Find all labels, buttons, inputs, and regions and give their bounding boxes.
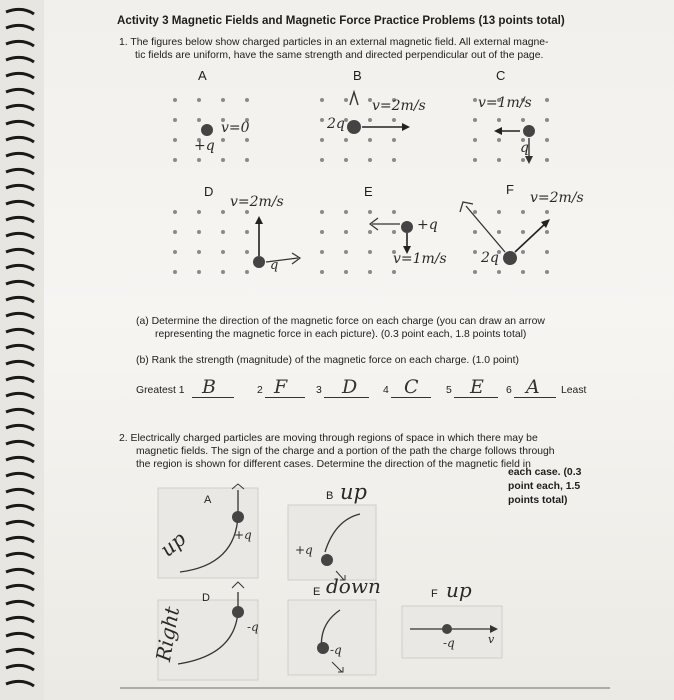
field-dot	[545, 230, 549, 234]
field-dot	[545, 210, 549, 214]
q1-label-a: A	[198, 68, 207, 83]
rank-number-3: 3	[316, 385, 322, 396]
q2-f-velocity-label: v	[488, 633, 495, 646]
field-dot	[521, 210, 525, 214]
field-dot	[473, 98, 477, 102]
field-dot	[392, 158, 396, 162]
q1-d-charge-label: q	[270, 258, 279, 273]
rank-answer-3: D	[342, 376, 358, 398]
q1-f-velocity: v=2m/s	[530, 190, 584, 206]
field-dot	[368, 118, 372, 122]
rank-number-4: 4	[383, 385, 389, 396]
field-dot	[221, 270, 225, 274]
q2-a-answer: up	[155, 526, 191, 562]
notebook-spiral	[0, 0, 44, 700]
field-dot	[521, 118, 525, 122]
field-dot	[473, 210, 477, 214]
q1-e-force-arrow	[370, 218, 400, 230]
q2-text-line1: 2. Electrically charged particles are moving through regions of space in which there may be	[119, 433, 538, 444]
field-dot	[368, 158, 372, 162]
field-dot	[497, 230, 501, 234]
q1-c-velocity: v=1m/s	[478, 95, 532, 111]
q1-f-charge-label: 2q	[481, 250, 499, 266]
field-dot	[497, 158, 501, 162]
field-dot	[173, 230, 177, 234]
q2-d-charge-label: -q	[247, 620, 259, 634]
field-dot	[392, 270, 396, 274]
field-dot	[245, 270, 249, 274]
field-dot	[497, 138, 501, 142]
q2-b-charge-label: +q	[295, 543, 313, 557]
field-dot	[245, 158, 249, 162]
q2-label-f: F	[431, 588, 438, 600]
field-dot	[221, 98, 225, 102]
field-dot	[545, 98, 549, 102]
q1-a-charge	[201, 124, 213, 136]
q1-e-velocity: v=1m/s	[393, 251, 447, 267]
q1-part-a-line2: representing the magnetic force in each picture). (0.3 point each, 1.8 points total)	[155, 329, 527, 340]
field-dot	[344, 158, 348, 162]
q1-a-velocity: v=0	[221, 120, 250, 136]
field-dot	[173, 270, 177, 274]
field-dot	[173, 118, 177, 122]
field-dot	[320, 158, 324, 162]
field-dot	[392, 230, 396, 234]
field-dot	[497, 270, 501, 274]
q1-d-charge	[253, 256, 265, 268]
field-dot	[368, 138, 372, 142]
field-dot	[197, 118, 201, 122]
rank-answer-2: F	[274, 376, 288, 398]
q2-label-a: A	[204, 494, 212, 506]
q1-label-e: E	[364, 184, 373, 199]
field-dot	[521, 230, 525, 234]
field-dot	[320, 250, 324, 254]
q1-label-c: C	[496, 68, 506, 83]
field-dot	[245, 230, 249, 234]
field-dot	[245, 250, 249, 254]
field-dot	[221, 210, 225, 214]
field-dot	[545, 250, 549, 254]
field-dot	[344, 270, 348, 274]
rank-answer-4: C	[404, 376, 419, 398]
field-dot	[197, 210, 201, 214]
field-dot	[497, 210, 501, 214]
rank-number-2: 2	[257, 385, 263, 396]
field-dot	[173, 210, 177, 214]
rank-number-6: 6	[506, 385, 512, 396]
field-dot	[197, 230, 201, 234]
q2-label-e: E	[313, 586, 321, 598]
field-dot	[173, 138, 177, 142]
field-dot	[521, 158, 525, 162]
q2-b-answer: up	[340, 480, 367, 504]
q1-d-velocity: v=2m/s	[230, 194, 284, 210]
field-dot	[197, 158, 201, 162]
field-dot	[368, 210, 372, 214]
field-dot	[368, 230, 372, 234]
rank-answer-1: B	[202, 376, 216, 398]
field-dot	[473, 230, 477, 234]
q2-f-box	[402, 606, 502, 658]
field-dot	[197, 250, 201, 254]
q2-text-line3: the region is shown for different cases. Determine the direction of the magnetic field in	[136, 459, 531, 470]
field-dot	[320, 230, 324, 234]
q1-part-b: (b) Rank the strength (magnitude) of the magnetic force on each charge. (1.0 point)	[136, 355, 519, 366]
field-dot	[320, 138, 324, 142]
field-dot	[392, 210, 396, 214]
q2-f-answer: up	[446, 578, 472, 602]
q1-text-line1: 1. The figures below show charged particles in an external magnetic field. All external magne-	[119, 37, 549, 48]
field-dot	[344, 98, 348, 102]
q2-b-charge	[321, 554, 333, 566]
rank-least-label: Least	[561, 385, 587, 396]
field-dot	[245, 210, 249, 214]
field-dot	[221, 230, 225, 234]
field-dot	[521, 270, 525, 274]
field-dot	[344, 138, 348, 142]
field-dot	[344, 250, 348, 254]
q2-f-charge	[442, 624, 452, 634]
q1-b-charge	[347, 120, 361, 134]
field-dot	[392, 138, 396, 142]
q2-f-charge-label: -q	[443, 636, 455, 650]
page-title: Activity 3 Magnetic Fields and Magnetic Force Practice Problems (13 points total)	[117, 14, 565, 27]
q2-a-charge-label: +q	[234, 528, 252, 542]
field-dot	[221, 138, 225, 142]
field-dot	[473, 118, 477, 122]
q2-e-box	[288, 600, 376, 675]
field-dot	[392, 118, 396, 122]
field-dot	[197, 98, 201, 102]
field-dot	[368, 270, 372, 274]
field-dot	[473, 158, 477, 162]
rank-number-5: 5	[446, 385, 452, 396]
q1-label-f: F	[506, 182, 514, 197]
q1-part-a-line1: (a) Determine the direction of the magnetic force on each charge (you can draw an arrow	[136, 316, 545, 327]
field-dot	[521, 250, 525, 254]
rank-greatest-label: Greatest 1	[136, 385, 185, 396]
q1-c-charge	[523, 125, 535, 137]
field-dot	[497, 118, 501, 122]
q2-label-d: D	[202, 592, 210, 604]
q1-f-charge	[503, 251, 517, 265]
field-dot	[173, 158, 177, 162]
q1-e-charge-label: +q	[417, 217, 438, 233]
q2-text-line4: each case. (0.3	[508, 467, 582, 478]
q2-text-line5: point each, 1.5	[508, 481, 581, 492]
field-dot	[473, 250, 477, 254]
q1-f-velocity-arrow	[515, 222, 547, 252]
q1-a-charge-label: +q	[194, 138, 215, 154]
field-dot	[320, 98, 324, 102]
q2-d-answer: Right	[150, 604, 185, 664]
field-dot	[173, 98, 177, 102]
q1-label-b: B	[353, 68, 362, 83]
field-dot	[173, 250, 177, 254]
field-dot	[245, 98, 249, 102]
q2-d-charge	[232, 606, 244, 618]
field-dot	[320, 210, 324, 214]
q1-b-charge-label: 2q	[327, 116, 345, 132]
field-dot	[368, 250, 372, 254]
rank-answer-6: A	[526, 376, 540, 398]
field-dot	[320, 118, 324, 122]
q1-c-charge-label: q	[520, 140, 529, 156]
field-dot	[344, 230, 348, 234]
q1-text-line2: tic fields are uniform, have the same strength and directed perpendicular out of the page.	[135, 50, 544, 61]
field-dot	[344, 210, 348, 214]
q2-label-b: B	[326, 490, 334, 502]
q2-text-line2: magnetic fields. The sign of the charge and a portion of the path the charge follows through	[136, 446, 555, 457]
field-dot	[545, 158, 549, 162]
field-dot	[221, 250, 225, 254]
field-dot	[545, 138, 549, 142]
field-dot	[473, 270, 477, 274]
field-dot	[545, 118, 549, 122]
field-dot	[545, 270, 549, 274]
q2-e-charge	[317, 642, 329, 654]
q1-e-charge	[401, 221, 413, 233]
field-dot	[221, 158, 225, 162]
q2-e-answer: down	[326, 574, 381, 598]
q1-b-velocity: v=2m/s	[372, 98, 426, 114]
q2-text-line6: points total)	[508, 495, 568, 506]
rank-answer-5: E	[470, 376, 484, 398]
field-dot	[473, 138, 477, 142]
q2-e-charge-label: -q	[330, 643, 342, 657]
q1-label-d: D	[204, 184, 214, 199]
field-dot	[320, 270, 324, 274]
q1-b-force-arrow	[350, 92, 358, 105]
q2-a-charge	[232, 511, 244, 523]
field-dot	[197, 270, 201, 274]
field-dot	[245, 138, 249, 142]
